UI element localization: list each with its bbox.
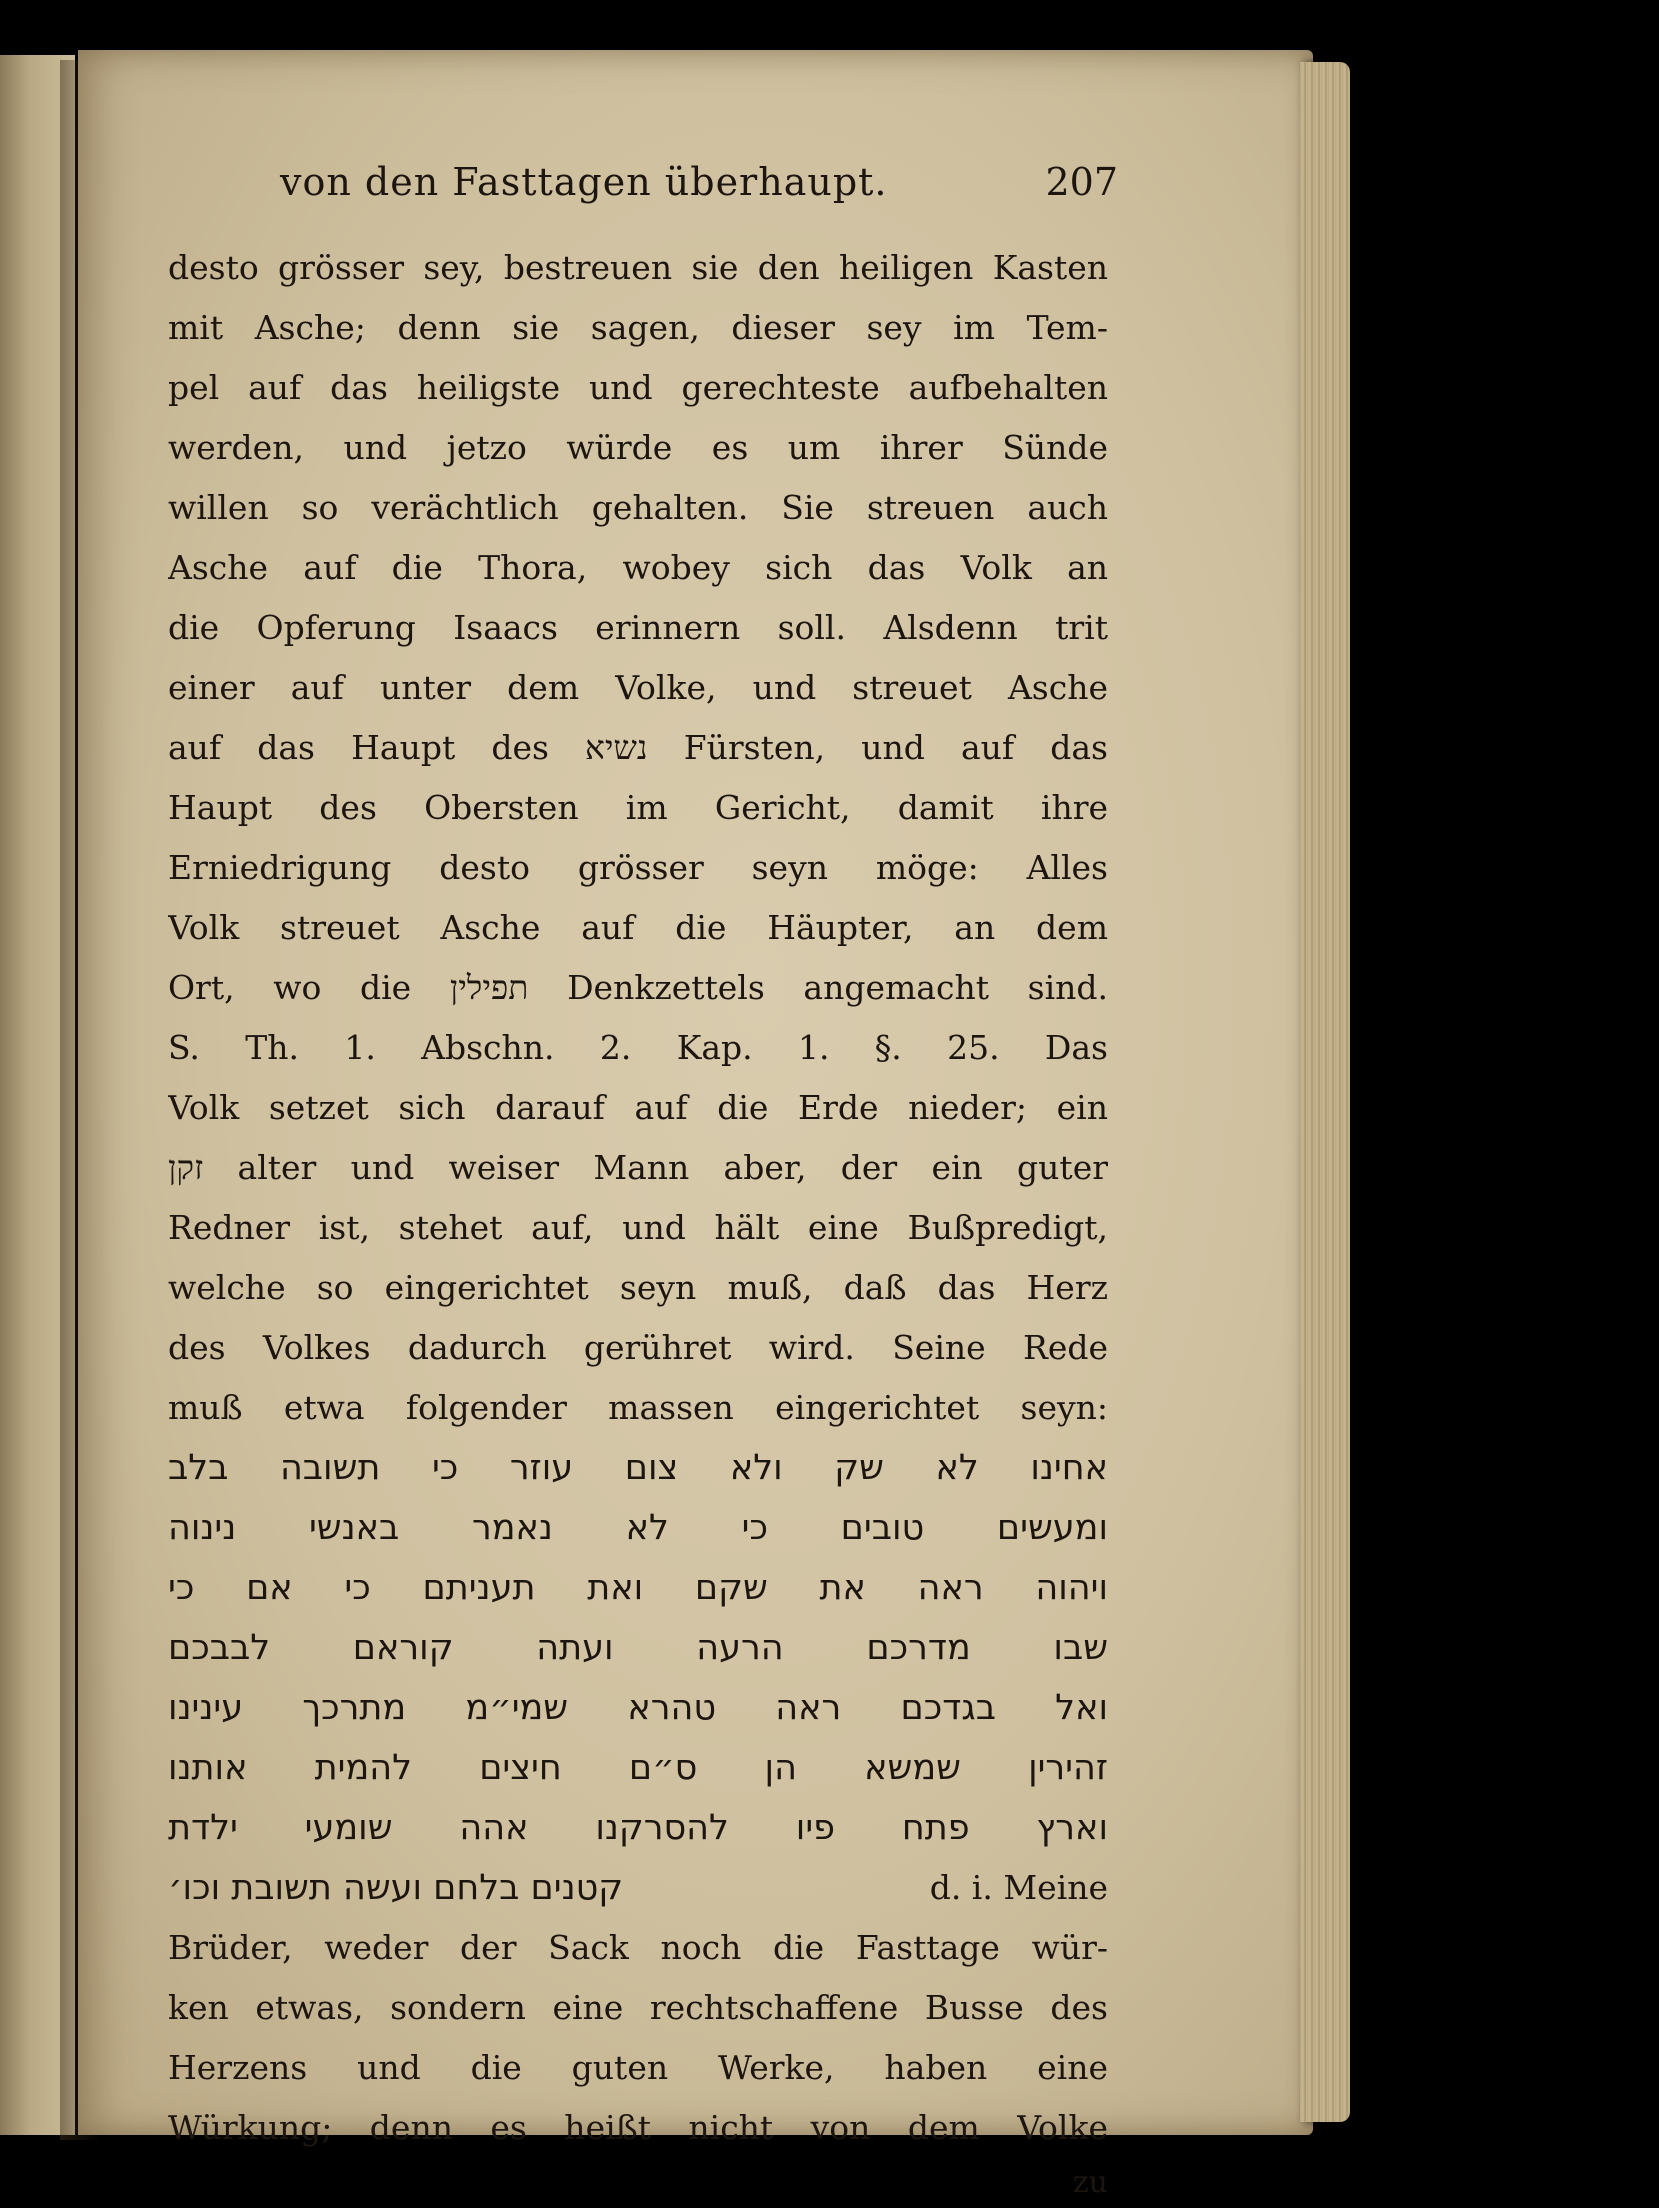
mixed-line-hebrew: קטנים בלחם ועשה תשובת וכו׳ <box>168 1868 624 1908</box>
hebrew-line: זהירין שמשא הן ס״ם חיצים להמית אותנו <box>168 1748 1108 1788</box>
text-line: des Volkes dadurch gerühret wird. Seine Rede <box>168 1328 1108 1367</box>
text-line: Würkung; denn es heißt nicht von dem Volke <box>168 2108 1108 2147</box>
text-line: pel auf das heiligste und gerechteste aufbehalten <box>168 368 1108 407</box>
page-text <box>168 150 1118 2208</box>
text-line: die Opferung Isaacs erinnern soll. Alsdenn trit <box>168 608 1108 647</box>
text-line: Ort, wo die תפילין Denkzettels angemacht sind. <box>168 968 1108 1007</box>
text-line: Volk streuet Asche auf die Häupter, an dem <box>168 908 1108 947</box>
german-paragraph <box>168 238 1108 1438</box>
text-line: muß etwa folgender massen eingerichtet seyn: <box>168 1388 1108 1427</box>
hebrew-line: ומעשים טובים כי לא נאמר באנשי נינוה <box>168 1508 1108 1548</box>
hebrew-line: אחינו לא שק ולא צום עוזר כי תשובה בלב <box>168 1448 1108 1488</box>
hebrew-quotation <box>168 1438 1108 1918</box>
running-head: von den Fasttagen überhaupt. <box>280 160 888 204</box>
text-line: desto grösser sey, bestreuen sie den heiligen Kasten <box>168 248 1108 287</box>
text-line: einer auf unter dem Volke, und streuet Asche <box>168 668 1108 707</box>
text-line: ken etwas, sondern eine rechtschaffene Busse des <box>168 1988 1108 2027</box>
hebrew-line: ואל בגדכם ראה טהרא שמי״מ מתרכך עינינו <box>168 1688 1108 1728</box>
text-line: S. Th. 1. Abschn. 2. Kap. 1. §. 25. Das <box>168 1028 1108 1067</box>
text-line: Volk setzet sich darauf auf die Erde nieder; ein <box>168 1088 1108 1127</box>
text-line: זקן alter und weiser Mann aber, der ein guter <box>168 1148 1108 1187</box>
hebrew-line: ויהוה ראה את שקם ואת תעניתם כי אם כי <box>168 1568 1108 1608</box>
text-line: Brüder, weder der Sack noch die Fasttage wür- <box>168 1928 1108 1967</box>
text-line: Asche auf die Thora, wobey sich das Volk an <box>168 548 1108 587</box>
mixed-line-german: d. i. Meine <box>929 1868 1108 1907</box>
mixed-line <box>168 1858 1108 1918</box>
text-line: Redner ist, stehet auf, und hält eine Bußpredigt, <box>168 1208 1108 1247</box>
text-line: auf das Haupt des נשיא Fürsten, und auf das <box>168 728 1108 767</box>
page-header <box>168 150 1118 230</box>
text-line: willen so verächtlich gehalten. Sie streuen auch <box>168 488 1108 527</box>
catchword: zu <box>1072 2165 1108 2200</box>
text-line: welche so eingerichtet seyn muß, daß das Herz <box>168 1268 1108 1307</box>
text-line: Herzens und die guten Werke, haben eine <box>168 2048 1108 2087</box>
page-number: 207 <box>1045 160 1118 204</box>
hebrew-line: וארץ פתח פיו להסרקנו אהה שומעי ילדת <box>168 1808 1108 1848</box>
text-line: Erniedrigung desto grösser seyn möge: Alles <box>168 848 1108 887</box>
text-line: Haupt des Obersten im Gericht, damit ihre <box>168 788 1108 827</box>
page-stack-edges <box>1300 62 1350 2122</box>
text-line: mit Asche; denn sie sagen, dieser sey im Tem- <box>168 308 1108 347</box>
hebrew-line: שבו מדרכם הרעה ועתה קוראם לבבכם <box>168 1628 1108 1668</box>
text-line: werden, und jetzo würde es um ihrer Sünde <box>168 428 1108 467</box>
closing-paragraph <box>168 1918 1108 2158</box>
